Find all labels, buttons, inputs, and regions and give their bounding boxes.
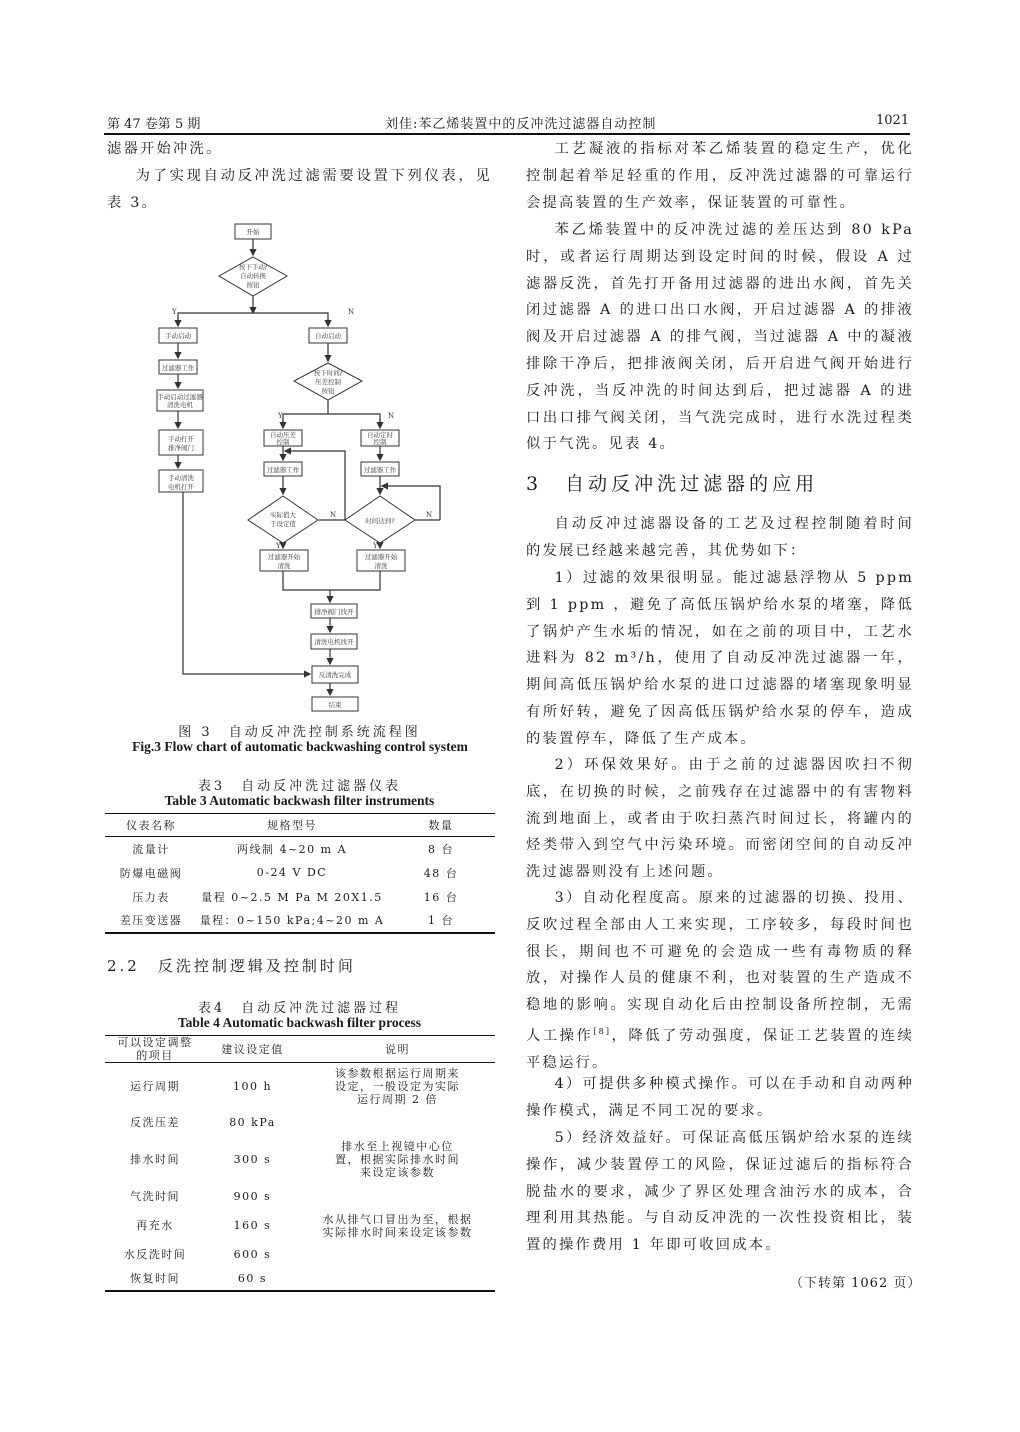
svg-text:按下手动/: 按下手动/ [238, 263, 268, 271]
flow-label-no-4: N [426, 511, 433, 519]
svg-text:过滤器工作: 过滤器工作 [266, 466, 300, 474]
flow-node-wash-a [260, 550, 308, 571]
left-paragraph-2: 为了实现自动反冲洗过滤需要设置下列仪表，见表 3。 [107, 168, 492, 211]
section-3-heading: 3 自动反冲洗过滤器的应用 [526, 473, 819, 495]
table-header: 数量 [428, 819, 454, 832]
table-row [105, 885, 495, 909]
table-cell: 80 kPa [229, 1116, 276, 1129]
table-4-caption-en: Table 4 Automatic backwash filter process [177, 1015, 422, 1030]
svg-text:自动定时: 自动定时 [367, 431, 393, 439]
running-title: 刘佳:苯乙烯装置中的反冲洗过滤器自动控制 [385, 117, 657, 132]
svg-text:手动启动过滤器: 手动启动过滤器 [157, 393, 203, 401]
flow-node-filter-work [159, 360, 197, 374]
right-paragraph-1: 工艺凝液的指标对苯乙烯装置的稳定生产，优化控制起着举足轻重的作用，反冲洗过滤器的可靠运行会提高装置的生产效率，保证装置的可靠性。 [526, 141, 914, 211]
table-row [105, 909, 495, 933]
flow-decision-time-dp [294, 363, 362, 400]
table-4-caption-cn: 表4 自动反冲洗过滤器过程 [197, 1001, 402, 1016]
table-cell: 恢复时间 [130, 1271, 180, 1285]
flow-node-filter-work-a [264, 462, 302, 476]
svg-text:电机打开: 电机打开 [168, 483, 194, 491]
flow-label-yes: Y [172, 308, 177, 316]
advantage-3-text-b: ，降低了劳动强度，保证工艺装置的连续平稳运行。 [526, 1027, 914, 1071]
table-cell: 量程 0~2.5 M Pa M 20X1.5 [201, 890, 383, 904]
left-paragraph-1: 滤器开始冲洗。 [107, 141, 223, 157]
flow-label-yes-3: Y [276, 542, 281, 550]
table-cell: 900 s [233, 1190, 272, 1203]
svg-text:自动压差: 自动压差 [270, 431, 296, 439]
table-cell: 60 s [237, 1271, 268, 1285]
table-cell: 1 台 [428, 914, 454, 927]
page-number: 1021 [876, 113, 910, 128]
advantage-4: 4）可提供多种模式操作。可以在手动和自动两种操作模式，满足不同工况的要求。 [526, 1076, 914, 1119]
table-cell: 排水时间 [130, 1153, 180, 1166]
flow-decision-manual-auto [219, 257, 287, 296]
table-cell: 防爆电磁阀 [119, 866, 183, 880]
table-cell: 量程：0~150 kPa;4~20 m A [199, 914, 385, 927]
svg-text:清洗: 清洗 [277, 562, 291, 570]
svg-text:清洗电机找开: 清洗电机找开 [314, 638, 354, 646]
flowchart-figure [150, 218, 470, 713]
advantage-5: 5）经济效益好。可保证高低压锅炉给水泵的连续操作，减少装置停工的风险，保证过滤后的指标符合脱盐水的要求，减少了界区处理含油污水的成本，合理利用其热能。与自动反冲洗的一次性投资相比，装置的操作费用 1 年即可收回成本。 [526, 1130, 914, 1254]
table-row [105, 837, 495, 861]
flow-node-end [312, 697, 358, 711]
svg-text:按钮: 按钮 [321, 387, 335, 395]
flow-label-no-2: N [388, 412, 395, 420]
table-cell: 160 s [233, 1219, 272, 1232]
svg-text:时间达到?: 时间达到? [365, 517, 395, 525]
flow-label-no-3: N [330, 511, 337, 519]
table-header: 规格型号 [267, 819, 317, 832]
svg-text:排净阀门: 排净阀门 [168, 444, 194, 452]
flow-node-auto-start [309, 328, 347, 343]
table-header: 说明 [385, 1042, 410, 1056]
table-cell: 压力表 [132, 890, 170, 904]
table-header: 建议设定值 [221, 1042, 284, 1056]
svg-text:控制: 控制 [373, 438, 387, 446]
table-3-caption-en: Table 3 Automatic backwash filter instruments [164, 793, 435, 808]
svg-text:过滤器开始: 过滤器开始 [364, 553, 398, 561]
table-cell [300, 1185, 495, 1209]
svg-text:手动清洗: 手动清洗 [168, 474, 194, 482]
flow-label-yes-4: Y [373, 542, 378, 550]
table-cell: 水反洗时间 [123, 1248, 187, 1261]
table-header-row [105, 814, 495, 837]
svg-text:反清洗完成: 反清洗完成 [318, 671, 352, 679]
section-2-2-heading: 2.2 反洗控制逻辑及控制时间 [107, 957, 356, 975]
table-cell [300, 1111, 495, 1135]
svg-text:按下时间/: 按下时间/ [313, 369, 343, 377]
table-cell: 再充水 [136, 1219, 174, 1232]
svg-text:过滤器开始: 过滤器开始 [267, 553, 301, 561]
flow-node-auto-timer [361, 430, 399, 446]
flowchart-connectors [178, 239, 440, 695]
flow-label-no: N [348, 308, 355, 316]
flow-node-auto-dp [264, 430, 302, 446]
flow-node-backwash-done [312, 666, 358, 683]
flow-node-manual-motor [157, 390, 203, 411]
table-header: 仪表名称 [126, 819, 176, 832]
svg-text:清洗电机: 清洗电机 [167, 401, 193, 409]
citation-ref: [8] [593, 1026, 612, 1036]
svg-text:手动启动: 手动启动 [165, 332, 191, 340]
right-paragraph-2: 苯乙烯装置中的反冲洗过滤的差压达到 80 kPa 时，或者运行周期达到设定时间的时候，假设 A 过滤器反洗，首先打开备用过滤器的进出水阀，首先关闭过滤器 A 的进口出口水阀，开启过滤器 A 的排液阀及开启过滤器 A 的排气阀，当过滤器 A 中的凝液排除干净后，把排液阀关闭，后开启进气阀开始进行反冲洗，当反冲洗的时间达到后，把过滤器 A 的进口出口排气阀关闭，当气洗完成时，进行水洗过程类似于气洗。见表 4。 [526, 222, 914, 453]
table-cell: 300 s [233, 1153, 272, 1166]
table-cell: 100 h [232, 1080, 273, 1094]
flow-label-yes-2: Y [278, 412, 283, 420]
svg-text:排净阀门找开: 排净阀门找开 [314, 608, 354, 616]
flow-node-manual-valve [159, 430, 203, 455]
table-cell: 16 台 [423, 890, 459, 904]
figure-3-caption-cn: 图 3 自动反冲洗控制系统流程图 [178, 725, 421, 740]
svg-text:结束: 结束 [328, 701, 342, 709]
svg-text:控制: 控制 [276, 438, 290, 446]
flow-node-motor-open [311, 634, 357, 649]
svg-text:实际值大: 实际值大 [270, 511, 296, 519]
flow-decision-time-reached [345, 496, 415, 543]
flow-decision-actual-gt-set [248, 496, 318, 543]
table-cell: 48 台 [423, 866, 459, 880]
table-cell: 反洗压差 [130, 1116, 180, 1129]
table-row [105, 1063, 495, 1111]
svg-text:开始: 开始 [246, 228, 260, 236]
journal-issue: 第 47 卷第 5 期 [107, 117, 201, 132]
table-row [105, 1111, 495, 1135]
table-cell: 水从排气口冒出为至，根据实际排水时间来设定该参数 [322, 1212, 473, 1239]
svg-text:过滤器工作: 过滤器工作 [161, 364, 195, 372]
svg-text:压差控制: 压差控制 [315, 378, 341, 386]
table-3-caption-cn: 表3 自动反冲洗过滤器仪表 [197, 779, 402, 794]
table-3 [105, 813, 495, 934]
svg-text:按钮: 按钮 [246, 281, 260, 289]
table-cell [300, 1243, 495, 1267]
advantage-3 [526, 885, 914, 1076]
flow-node-manual-start [159, 328, 197, 343]
svg-text:手动打开: 手动打开 [168, 435, 194, 443]
table-header: 可以设定调整的项目 [117, 1036, 193, 1062]
table-cell: 运行周期 [130, 1080, 180, 1094]
figure-3-caption-en: Fig.3 Flow chart of automatic backwashing control system [132, 739, 468, 754]
table-cell: 流量计 [132, 842, 170, 856]
table-row [105, 1209, 495, 1243]
flow-node-wash-b [357, 550, 405, 571]
svg-text:自动转换: 自动转换 [240, 272, 266, 280]
flow-node-filter-work-b [361, 462, 399, 476]
flow-node-start [235, 224, 271, 239]
advantage-2: 2）环保效果好。由于之前的过滤器因吹扫不彻底，在切换的时候，之前残存在过滤器中的有害物料流到地面上，或者由于吹扫蒸汽时间过长，将罐内的烃类带入到空气中污染环境。而密闭空间的自动反冲洗过滤器则没有上述问题。 [526, 757, 914, 881]
table-row [105, 1185, 495, 1209]
advantage-1: 1）过滤的效果很明显。能过滤悬浮物从 5 ppm 到 1 ppm ，避免了高低压锅炉给水泵的堵塞，降低了锅炉产生水垢的情况，如在之前的项目中，工艺水进料为 82 m³/h，使用了自动反冲洗过滤器一年，期间高低压锅炉给水泵的进口过滤器的堵塞现象明显有所好转，避免了因高低压锅炉给水泵的停车，造成的装置停车，降低了生产成本。 [526, 570, 914, 747]
table-4 [105, 1035, 495, 1292]
table-header-row [105, 1036, 495, 1063]
svg-text:自动启动: 自动启动 [315, 332, 341, 340]
flow-node-drain-open [311, 604, 357, 618]
table-cell: 两线制 4~20 m A [236, 842, 348, 856]
table-cell: 600 s [233, 1248, 272, 1261]
advantage-3-text-a: 3）自动化程度高。原来的过滤器的切换、投用、反吹过程全部由人工来实现，工序较多，每段时间也很长，期间也不可避免的会造成一些有毒物质的释放，对操作人员的健康不利，也对装置的生产造成不稳地的影响。实现自动化后由控制设备所控制，无需人工操作 [526, 890, 914, 1044]
table-cell: 差压变送器 [119, 914, 183, 927]
table-cell [300, 1267, 495, 1291]
header-rule [104, 133, 910, 135]
svg-text:于设定值: 于设定值 [270, 520, 296, 528]
table-row [105, 1243, 495, 1267]
table-cell: 该参数根据运行周期来设定，一般设定为实际运行周期 2 倍 [335, 1067, 460, 1107]
svg-text:清洗: 清洗 [374, 562, 388, 570]
continued-note: （下转第 1062 页） [790, 1276, 922, 1291]
table-cell: 气洗时间 [130, 1190, 180, 1203]
table-row [105, 1135, 495, 1185]
table-row [105, 1267, 495, 1291]
table-row [105, 861, 495, 885]
svg-text:过滤器工作: 过滤器工作 [363, 466, 397, 474]
table-cell: 0-24 V DC [256, 866, 328, 879]
right-paragraph-3: 自动反冲过滤器设备的工艺及过程控制随着时间的发展已经越来越完善，其优势如下： [526, 516, 914, 559]
table-cell: 排水至上视镜中心位置，根据实际排水时间来设定该参数 [335, 1140, 460, 1179]
flow-node-manual-motor-open [159, 470, 203, 492]
table-cell: 8 台 [428, 842, 454, 856]
